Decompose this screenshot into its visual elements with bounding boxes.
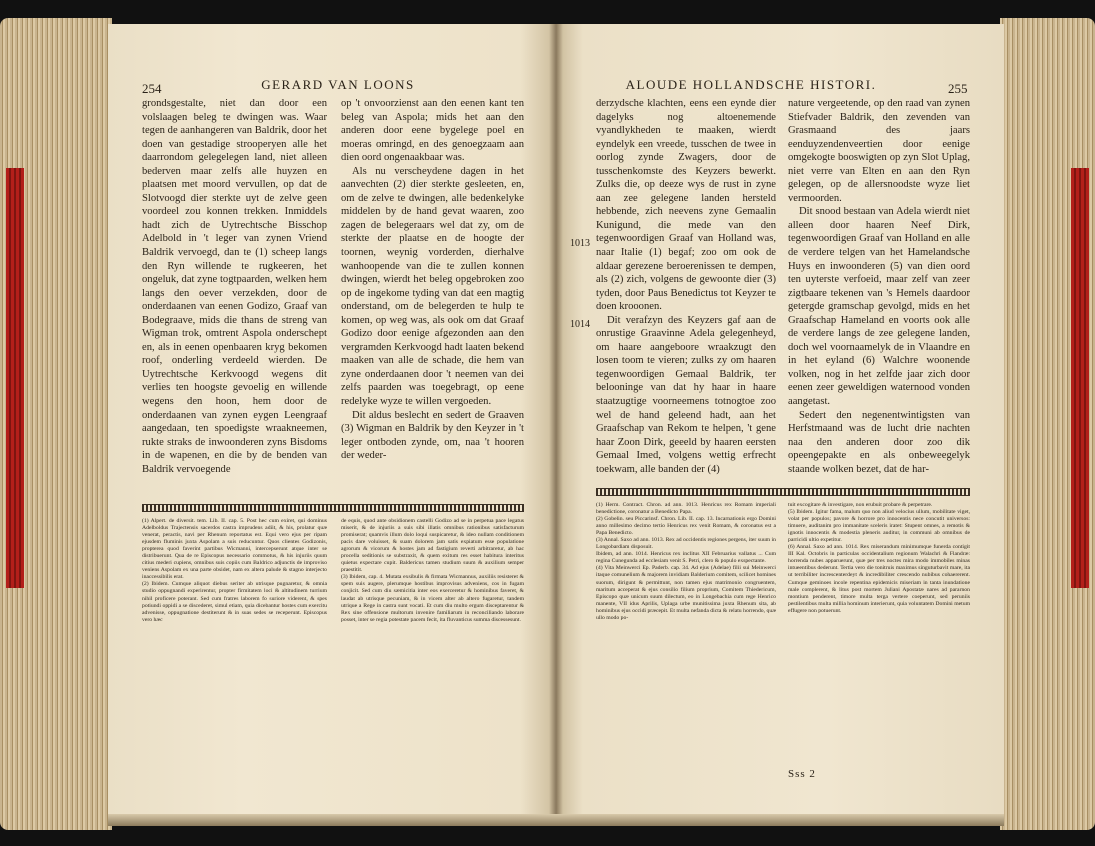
left-footnotes-col-1: (1) Alpert. de diversit. tem. Lib. II. cap. 5. Post hec cum exiret, qui dominus Adelboldus Trajectensis sacerdos castra imprudens adiit, & his, prolatur quæ venerat, peractis, navi per Rhenum reportatus est. Equi vero ejus per ripam ejusdem fluminis juxta Aspolam a suis reducuntur. Quos clientes Godizonis, propterea quod faverint partibus Wicmanni, intercepserunt atque inter se distribuerunt. Qua de re Episcopus necessario commotus, & his injuriis quum citius mederi cupiens, omnibus suis copiis cum Baldrico adjunctis de improviso veniens Aspolam ex una parte obsidet, nam ex altera palude & stagno interjecto inaccessibilis erat. (2) Ibidem. Cumque aliquot diebus seriter ab utrisque pugnaretur, & omnia studio oppugnandi experirentur, propter firmitatem loci & altitudinem turrium nihil proficere poterant. Sed cum fratres laborem fo suriore viderent, & spes potiundi oppidi a se discederet, simul etiam, quia dicebantur hostes cum exercitu advenisse, oppugnatione destiterunt & in suas sedes se receperunt. Episcopus vero hæc	[142, 518, 327, 623]
left-ornament-rule	[142, 504, 524, 512]
left-page-edges	[0, 18, 112, 830]
page-bottom-edge	[108, 814, 1004, 826]
right-page-edges	[1000, 18, 1095, 830]
right-col-2	[788, 97, 970, 476]
left-col-1-paragraph: grondsgestalte, niet dan door een volslaagen beleg te dwingen was. Waar tegen de aanhangeren van Baldrik, door het doen van gestadige strooperyen alle het daarrondom gelegelegen land, niet alleen bederven maar zelfs alle huyzen en plaatsen met moord vervullen, op dat de Slotvoogd dier sterkte uyt de zelve geen voordeel zou konnen trekken. Inmiddels hadt zich de Uytrechtsche Bisschop Adelbold in 't leger van zynen Vriend Baldrik vervoegd, dan te (1) scheep langs den Ryn willende te rugkeeren, het ongeluk, dat zyne togtpaarden, welken hem langs den oever verzekden, door de onderdaanen van eenen Godizo, Graaf van Bodegraave, mids die thans de streng van Wigman trok, omtrent Aspola onderschept en, als in eenen openbaaren kryg bekomen roof, onderling verdeeld wierden. De Uytrechtsche Kerkvoogd wegens dit verlies ten hoogste gevoelig en willende wegens den hoon, hem door de onderdaanen van zynen eygen Leengraaf aangedaan, ten spoedigste wraakneemen, rukte straks de inwoonderen zyns Bisdoms in de wapenen, en die by de benden van Baldrik vervoegende	[142, 98, 327, 475]
right-footnotes-col-1: (1) Herm. Contract. Chron. ad ann. 1013. Henricus rex Romam imperiali benedictione, coronatur a Benedicto Papa. (2) Gobelin. seu Piccarinsf. Chron. Lib. II. cap. 13. Incarnationis ergo Domini anno millesimo decimo tertio Henricus rex venit Romam, & coronatus est a Papa Benedicto. (3) Annal. Saxo ad ann. 1013. Rex ad occidentis regiones pergens, iter suum in Longobardiam disposuit. Ibidem, ad ann. 1014. Henricus rex inclitus XII Februarius vallatus ... Cum regina Cunegunda ad ecclesiam venit S. Petri, clero & populo exspectante. (4) Vita Meinwerci Ep. Paderb. cap. 34. Ad ejus (Adelae) filii sui Meinwerci itaque comunelium & majorem invidiam Balderium comitem, scilicet homines suorum, dirigunt & permittunt, non tamen ejus matrimonio congruentem, maritum acceperat & ejus consilio filium proprium, Comitem Thiedericum, Episcopo quæ unicum suum dilectum, eo in Longebachia cum rege Henrico manente, VII idus Aprilis, Uplaga urbe munitissima juxta Rhenum sita, ab hominibus ejus occidi præcepit. Et multa nefanda dicta & relatu horrendo, quæ ullo modo po-	[596, 502, 776, 621]
right-col-2-paragraph-1: nature vergeetende, op den raad van zynen Stiefvader Baldrik, den zevenden van Grasmaand des jaars eenduyzendenveertien door eenige omgekogte booswigten op zyn Slot Uplag, niet verre van Elten en aan den Ryn gelegen, op de allersnoodste wyze liet vermoorden.	[788, 98, 970, 204]
right-col-2-paragraph-3: Sedert den negenentwintigsten van Herfstmaand was de lucht drie nachten naa den anderen door zoo dik opeengepakte en als onbeweegelyk staande wolken bezet, dat de har-	[788, 409, 970, 475]
left-page	[108, 24, 556, 824]
right-ornament-rule	[596, 488, 970, 496]
right-col-2-paragraph-2: Dit snood bestaan van Adela wierdt niet alleen door haaren Neef Dirk, tegenwoordigen Graaf van Holland en alle de verdere telgen van het Hamelandsche Huys en inwoonderen (5) van dien oord ten uyterste verfoeid, maar zelf van zeer zigtbaare tekenen van 's Hemels daardoor getergde gramschap gevolgd, mids en het Graafschap Hameland en voorts ook alle de verdere langs de zee gelegene landen, doch wel voornaamelyk de in Vlaandre en in het eyland (6) Walchre woonende volken, nog in het zelfde jaar zich door eenen zeer geweldigen waternood vonden aangetast.	[788, 206, 970, 408]
margin-year-1013: 1013	[570, 238, 590, 249]
left-page-number: 254	[142, 81, 162, 96]
left-col-1	[142, 97, 327, 476]
book-gutter	[549, 24, 563, 824]
right-col-1-paragraph-2: Dit verafzyn des Keyzers gaf aan de onrustige Graavinne Adela gelegenheyd, om haare aangeboore wraakzugt den losen toom te vieren; zulks zy om haaren tegenwoordigen Gemaal Baldrik, ter belooninge van dat hy haar in haare staatzugtige voorneemens totnogtoe zoo wel de hand geleend hadt, aan het Graafschap van Rekom te helpen, 't gene haar Zoon Dirk, geeeld by haaren eersten Gemaal Imed, volgens wettig erfrecht toekwam, alle banden der (4)	[596, 314, 776, 475]
left-col-2-paragraph-3: Dit aldus beslecht en sedert de Graaven (3) Wigman en Baldrik by den Keyzer in 't leger ontboden zynde, om, naa 't hooren der weder-	[341, 409, 524, 462]
right-running-head: ALOUDE HOLLANDSCHE HISTORI.	[625, 77, 877, 92]
right-footnotes-col-2: tuit excogitare & investigare, non erubuit probare & perpetrare. (5) Ibidem. Igitur fama, malum quo non aliud velocius ullum, mobilitate viget, volat per populos; pavore & horrore pro innocentis nece concutit universos: timuere, auditanim pro immanitate sceleris iratet: Stupent omnes, a remotis & ignotis innocentis & modestia pleneris auditur, in communi ab omnibus de parricidi ultio expetitur. (6) Annal. Saxo ad ann. 1014. Rex miserandum minimumque funerda contigit III Kal. Octobris in particulas occidentalium regionum Walachri & Flandræ: horrenda nubes apparuerunt, quæ per tres noctes mira modo immobiles minas intueentibus dederunt. Tertia vero die tonitruis maximus singuturbavit mare, ita ut terribiliter increscenterdeyt & incredibiliter crescendo nubibus cohaererent. Cumque geminoes incole repentina epidemicis miseriam in tanta inundatione male complerent, & litus post mortem Juliani Apostatæ nares ad pararnon montium penderent, timore multa terga vertere coeperunt, sed peruniis pestilentibus multa millia hominum interierunt, quia voluntatem Domini metum effugere non potuerunt.	[788, 502, 970, 614]
left-col-2-paragraph-2: Als nu verscheydene dagen in het aanvechten (2) dier sterkte gesleeten, en, om de zelve te dwingen, alle bedenkelyke middelen by de hand gevat waaren, zoo zagen de belegeraars wel dat zy, om de sterkte der plaatse en de hoogte der toornen, weynig vorderden, dierhalve wanhoopende van die te zullen konnen dwingen, wierdt het beleg opgebroken zoo op de ingekome tyding van dat een magtig onderstand, om de belegerden te hulp te komen, op weg was, als ook om dat Graaf Godizo door eenige afgezonden aan den vergramden Kerkvoogd hadt laaten bekend maaken van alle de schade, die hem van zyne onderdaanen door 't neemen van dei zelfs paarden was toegebragt, op eene redelyke wyze te willen vergoeden.	[341, 165, 524, 408]
margin-year-1014: 1014	[570, 319, 590, 330]
left-footnotes-col-2: de equis, quod ante obsidionem castelli Godizo ad se in perpetua pace legatus miserit, & de injuriis a suis sibi illatis omnibus rationibus satisfacturum promiserat; quamvis illum dolo loqui suspicaretur, & ideo nullam conditionem pacis dare voluisset, & suam dolorem jam satis expiatum esse populatione agrorum & vicorum & hostes jam ad fastigium reverti arbitraretur, ab hac procella seditionis se substraxit, & quem exitum res esset habitura interitus quietus expectare cupit. Baldericus tamen studium suum & auxilium semper praestitit. (3) Ibidem, cap. 4. Mutata exsibulis & firmata Wicmannus, auxiliis resisteret & spem suis augere, plerumque hostibus improvisus adveniens, cos in fugam conjicit. Sed cum diu sæmicitia inter eos exerceretur & hominibus faveret, & laudat ab utrisque pecuniam, & in vicem alter ab altero fugaretur, tandem utrique a Rege in castra sunt vocati. Et cum diu multo ergum disceptarentur & Rex sine offensione multorum invenire familiarum in reconciliando laborare posset, inter se regia potestate pacem fecit, ita fluvanticus summa discessesunt.	[341, 518, 524, 623]
right-col-1	[596, 97, 776, 476]
right-col-1-paragraph-1: derzydsche klachten, eens een eynde dier dagelyks nog altoenemende vyandlykheden te maaken, wierdt eyndelyk een vreede, tusschen de twee in oorlog zynde Zwagers, door de tusschenkomste des Keyzers bewerkt. Zulks die, op deeze wys de rust in zyne aan zee gelegene landen hersteld hebbende, zich neevens zyne Gemaalin Kunigund, die mede van den tegenwoordigen Graaf van Holland was, naar Italie (1) begaf; zoo om ook de aldaar gerezene beroerenissen te dempen, als (2) zich, volgens de gewoonte dier (3) tyden, door Paus Benedictus tot Keyzer te doen krooonen.	[596, 98, 776, 313]
left-col-2	[341, 97, 524, 463]
signature-mark: Sss 2	[788, 768, 816, 780]
left-col-2-paragraph-1: op 't onvoorzienst aan den eenen kant ten beleg van Aspola; mids het aan den anderen door eene bygelege poel en moeras omringd, en des genoegzaam aan dien oord ongenaakbaar was.	[341, 98, 524, 164]
left-running-head: GERARD VAN LOONS	[261, 77, 415, 92]
right-page	[556, 24, 1004, 824]
right-page-number: 255	[948, 81, 968, 96]
